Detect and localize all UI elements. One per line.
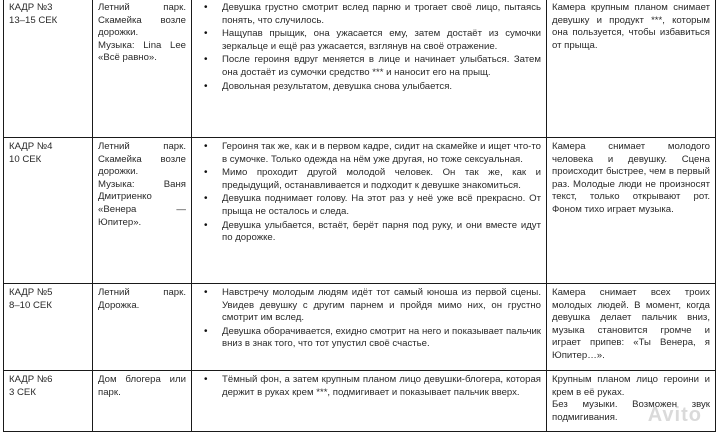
storyboard-document	[3, 0, 715, 432]
location-line: Музыка: Lina Lee	[98, 39, 186, 51]
camera-text: Камера крупным планом снимает девушку и продукт ***, которым она пользуется, чтобы избавиться от прыща.	[552, 2, 710, 51]
storyboard-table	[3, 0, 716, 432]
location-line: Дмитриенко	[98, 191, 152, 203]
location-line: дорожки.	[98, 27, 139, 39]
action-item: • Девушка грустно смотрит вслед парню и трогает своё лицо, пытаясь понять, что случилось.	[222, 2, 541, 27]
frame-duration: 10 СЕК	[9, 153, 42, 165]
frame-duration: 13–15 СЕК	[9, 14, 58, 26]
camera-text: Камера снимает молодого человека и девушку. Сцена происходит быстрее, чем в первый раз. Молодые люди не произносят текст, только открывают рот. Фоном тихо играет музыка.	[552, 141, 710, 215]
table-row-frame-4	[4, 138, 716, 284]
frame-cell	[4, 0, 93, 138]
camera-text: Камера снимает всех троих молодых людей. В момент, когда девушка делает пальчик вниз, музыка становится громче и играет припев: «Ты Венера, я Юпитер…».	[552, 287, 710, 361]
action-item: • Мимо проходит другой молодой человек. Он так же, как и предыдущий, останавливается и подходит к девушке знакомиться.	[222, 167, 541, 192]
location-cell	[93, 138, 192, 284]
action-item: • Нащупав прыщик, она ужасается ему, затем достаёт из сумочки зеркальце и ещё раз ужасается, взглянув на своё отражение.	[222, 28, 541, 53]
table-row-frame-6	[4, 371, 716, 432]
camera-cell	[547, 284, 716, 371]
actions-cell	[192, 0, 547, 138]
location-cell	[93, 284, 192, 371]
table-row-frame-5	[4, 284, 716, 371]
location-line: парк.	[98, 386, 121, 398]
location-cell	[93, 0, 192, 138]
location-line: Летний парк.	[98, 287, 186, 298]
actions-cell	[192, 371, 547, 432]
frame-duration: 8–10 СЕК	[9, 299, 52, 311]
frame-cell	[4, 138, 93, 284]
camera-text: Без музыки. Возможен звук подмигивания.	[552, 399, 710, 423]
actions-list	[197, 374, 541, 399]
action-item: • Навстречу молодым людям идёт тот самый юноша из первой сцены. Увидев девушку с другим парнем и пройдя мимо них, он грустно смотрит им вслед.	[222, 287, 541, 325]
location-line: дорожки.	[98, 166, 139, 178]
actions-list	[197, 2, 541, 93]
location-line: Юпитер».	[98, 216, 142, 228]
frame-duration: 3 СЕК	[9, 386, 36, 398]
location-line: «Венера —	[98, 203, 186, 215]
action-item: • После героиня вдруг меняется в лице и начинает улыбаться. Затем она достаёт из сумочки средство *** и наносит его на прыщ.	[222, 54, 541, 79]
location-line: Дорожка.	[98, 299, 140, 311]
watermark: Avito	[647, 404, 702, 426]
camera-text: Крупным планом лицо героини и крем в её руках.	[552, 374, 710, 398]
frame-number: КАДР №3	[9, 2, 53, 13]
location-cell	[93, 371, 192, 432]
action-item: • Девушка оборачивается, ехидно смотрит на него и показывает пальчик вниз в знак того, что тот упустил своё счастье.	[222, 326, 541, 351]
actions-cell	[192, 284, 547, 371]
frame-number: КАДР №5	[9, 287, 53, 298]
camera-cell	[547, 0, 716, 138]
frame-cell	[4, 284, 93, 371]
frame-number: КАДР №6	[9, 374, 53, 385]
location-line: Скамейка возле	[98, 14, 186, 26]
actions-list	[197, 141, 541, 245]
location-line: Музыка: Ваня	[98, 178, 186, 190]
action-item: • Девушка улыбается, встаёт, берёт парня под руку, и они вместе идут по дорожке.	[222, 220, 541, 245]
frame-cell	[4, 371, 93, 432]
actions-list	[197, 287, 541, 351]
location-line: Скамейка возле	[98, 153, 186, 165]
frame-number: КАДР №4	[9, 141, 53, 152]
location-line: Летний парк.	[98, 2, 186, 13]
action-item: • Героиня так же, как и в первом кадре, сидит на скамейке и ищет что-то в сумочке. Только одежда на нём уже другая, но тоже сексуальная.	[222, 141, 541, 166]
action-item: • Девушка поднимает голову. На этот раз у неё уже всё прекрасно. От прыща не осталось и следа.	[222, 193, 541, 218]
location-line: Летний парк.	[98, 141, 186, 152]
camera-cell	[547, 138, 716, 284]
action-item: • Тёмный фон, а затем крупным планом лицо девушки-блогера, которая держит в руках крем ***, подмигивает и показывает пальчик вверх.	[222, 374, 541, 399]
actions-cell	[192, 138, 547, 284]
table-row-frame-3	[4, 0, 716, 138]
location-line: «Всё равно».	[98, 52, 157, 64]
action-item: • Довольная результатом, девушка снова улыбается.	[222, 81, 541, 94]
location-line: Дом блогера или	[98, 374, 186, 385]
